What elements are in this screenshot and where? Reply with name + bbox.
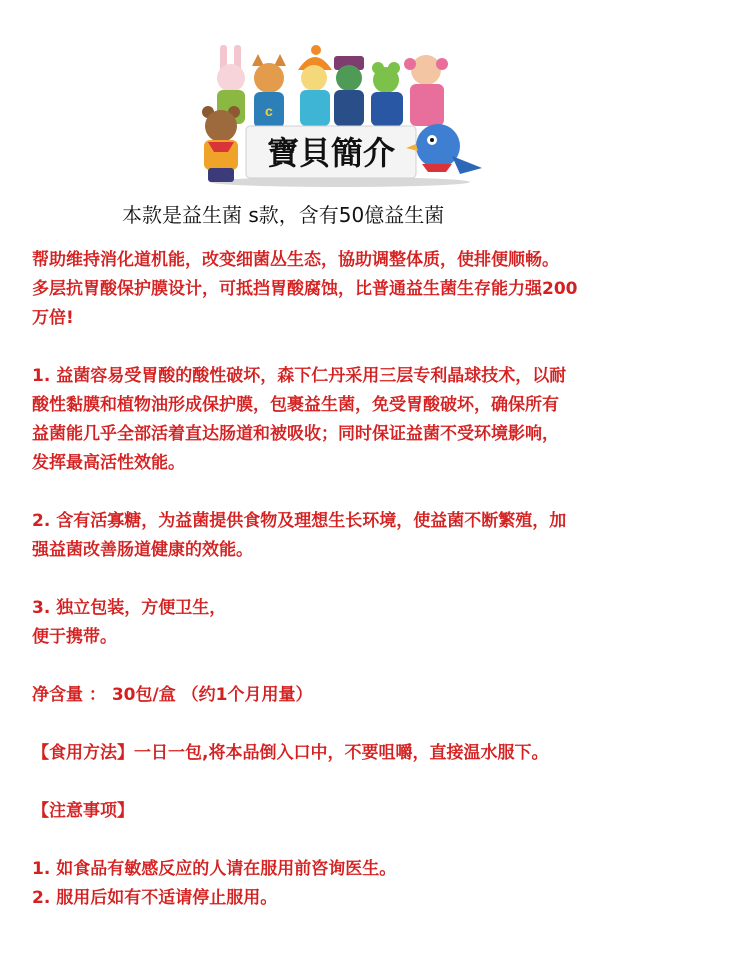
point-2-line: 强益菌改善肠道健康的效能。: [32, 540, 253, 560]
product-intro-banner: [190, 40, 490, 190]
notice-title: 【注意事项】: [32, 801, 134, 821]
frog-illustration: [371, 62, 403, 126]
duck-illustration: [298, 45, 332, 126]
point-1-line: 发挥最高活性效能。: [32, 453, 185, 473]
notice-item: 1. 如食品有敏感反应的人请在服用前咨询医生。: [32, 859, 397, 879]
product-description: [32, 246, 722, 913]
intro-line: 多层抗胃酸保护膜设计，可抵挡胃酸腐蚀，比普通益生菌生存能力强200: [32, 279, 578, 299]
point-1-line: 酸性黏膜和植物油形成保护膜，包裹益生菌，免受胃酸破坏，确保所有: [32, 395, 559, 415]
point-3-line: 3. 独立包装，方便卫生，: [32, 598, 227, 618]
intro-line: 万倍!: [32, 308, 74, 328]
usage-instructions: 【食用方法】一日一包,将本品倒入口中，不要咀嚼，直接温水服下。: [32, 743, 549, 763]
banner-title: 寶貝簡介: [266, 134, 396, 172]
product-subtitle: 本款是益生菌 s款，含有50億益生菌: [122, 203, 445, 227]
point-3-line: 便于携带。: [32, 627, 117, 647]
frog-hat-illustration: [334, 56, 364, 126]
point-1-line: 益菌能几乎全部活着直达肠道和被吸收；同时保证益菌不受环境影响，: [32, 424, 559, 444]
svg-text:c: c: [265, 103, 273, 119]
notice-item: 2. 服用后如有不适请停止服用。: [32, 888, 278, 908]
net-content: 净含量 ： 30包/盒 （约1个月用量）: [32, 685, 313, 705]
title-sign: [246, 126, 416, 178]
point-1-line: 1. 益菌容易受胃酸的酸性破坏，森下仁丹采用三层专利晶球技术，以耐: [32, 366, 567, 386]
intro-line: 帮助维持消化道机能，改变细菌丛生态，協助调整体质，使排便顺畅。: [32, 250, 559, 270]
bird-illustration: [406, 124, 482, 174]
cat-illustration: [252, 54, 286, 128]
point-2-line: 2. 含有活寡糖，为益菌提供食物及理想生长环境，使益菌不断繁殖，加: [32, 511, 567, 531]
sheep-illustration: [404, 55, 448, 126]
bear-illustration: [202, 106, 240, 182]
